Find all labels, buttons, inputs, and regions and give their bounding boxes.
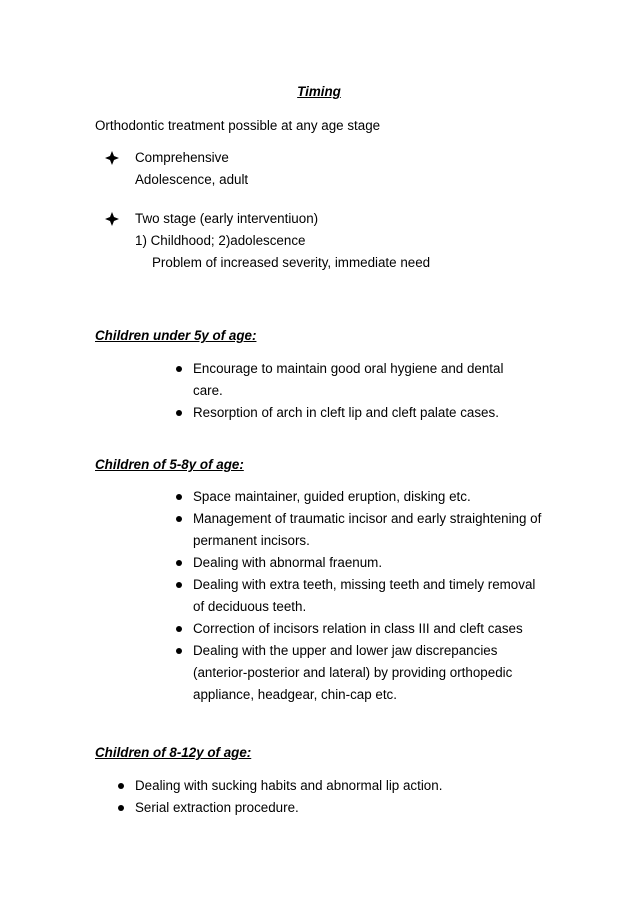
list-item-text: Dealing with extra teeth, missing teeth and timely removal of deciduous teeth.: [193, 577, 536, 614]
option-detail: Adolescence, adult: [135, 172, 249, 187]
section-heading-8-12: Children of 8-12y of age:: [95, 745, 252, 760]
bullet-icon: [118, 783, 124, 789]
bullet-list-under-5: [176, 358, 521, 424]
bullet-icon: [118, 805, 124, 811]
list-item-text: Dealing with sucking habits and abnormal lip action.: [135, 778, 443, 793]
bullet-icon: [176, 582, 182, 588]
option-detail: Problem of increased severity, immediate need: [152, 255, 431, 270]
list-item-text: Correction of incisors relation in class III and cleft cases: [193, 621, 523, 636]
list-item-text: Serial extraction procedure.: [135, 800, 299, 815]
list-item-text: Space maintainer, guided eruption, disking etc.: [193, 489, 471, 504]
bullet-list-5-8: [176, 486, 546, 706]
diamond-bullet-icon: [105, 147, 119, 165]
bullet-icon: [176, 626, 182, 632]
bullet-icon: [176, 366, 182, 372]
option-label: Two stage (early interventiuon): [135, 211, 319, 226]
list-item: [118, 775, 538, 797]
section-heading-5-8: Children of 5-8y of age:: [95, 457, 244, 472]
option-detail: 1) Childhood; 2)adolescence: [135, 233, 306, 248]
list-item: [176, 358, 521, 402]
bullet-icon: [176, 648, 182, 654]
list-item: [176, 618, 546, 640]
list-item-text: Encourage to maintain good oral hygiene and dental care.: [193, 361, 504, 398]
intro-text: Orthodontic treatment possible at any age stage: [95, 118, 381, 133]
bullet-icon: [176, 494, 182, 500]
list-item: [176, 640, 546, 706]
list-item: [176, 552, 546, 574]
bullet-icon: [176, 560, 182, 566]
list-item: [176, 486, 546, 508]
list-item-text: Dealing with abnormal fraenum.: [193, 555, 383, 570]
list-item: [118, 797, 538, 819]
bullet-list-8-12: [118, 775, 538, 819]
list-item: [176, 574, 546, 618]
bullet-icon: [176, 410, 182, 416]
option-label: Comprehensive: [135, 150, 229, 165]
list-item-text: Management of traumatic incisor and early straightening of permanent incisors.: [193, 511, 542, 548]
section-heading-under-5: Children under 5y of age:: [95, 328, 257, 343]
list-item-text: Dealing with the upper and lower jaw discrepancies (anterior-posterior and lateral) by providing orthopedic appliance, headgear, chin-cap etc.: [193, 643, 513, 702]
list-item: [176, 402, 521, 424]
list-item-text: Resorption of arch in cleft lip and cleft palate cases.: [193, 405, 499, 420]
bullet-icon: [176, 516, 182, 522]
list-item: [176, 508, 546, 552]
diamond-bullet-icon: [105, 208, 119, 226]
page-title: Timing: [297, 84, 341, 99]
